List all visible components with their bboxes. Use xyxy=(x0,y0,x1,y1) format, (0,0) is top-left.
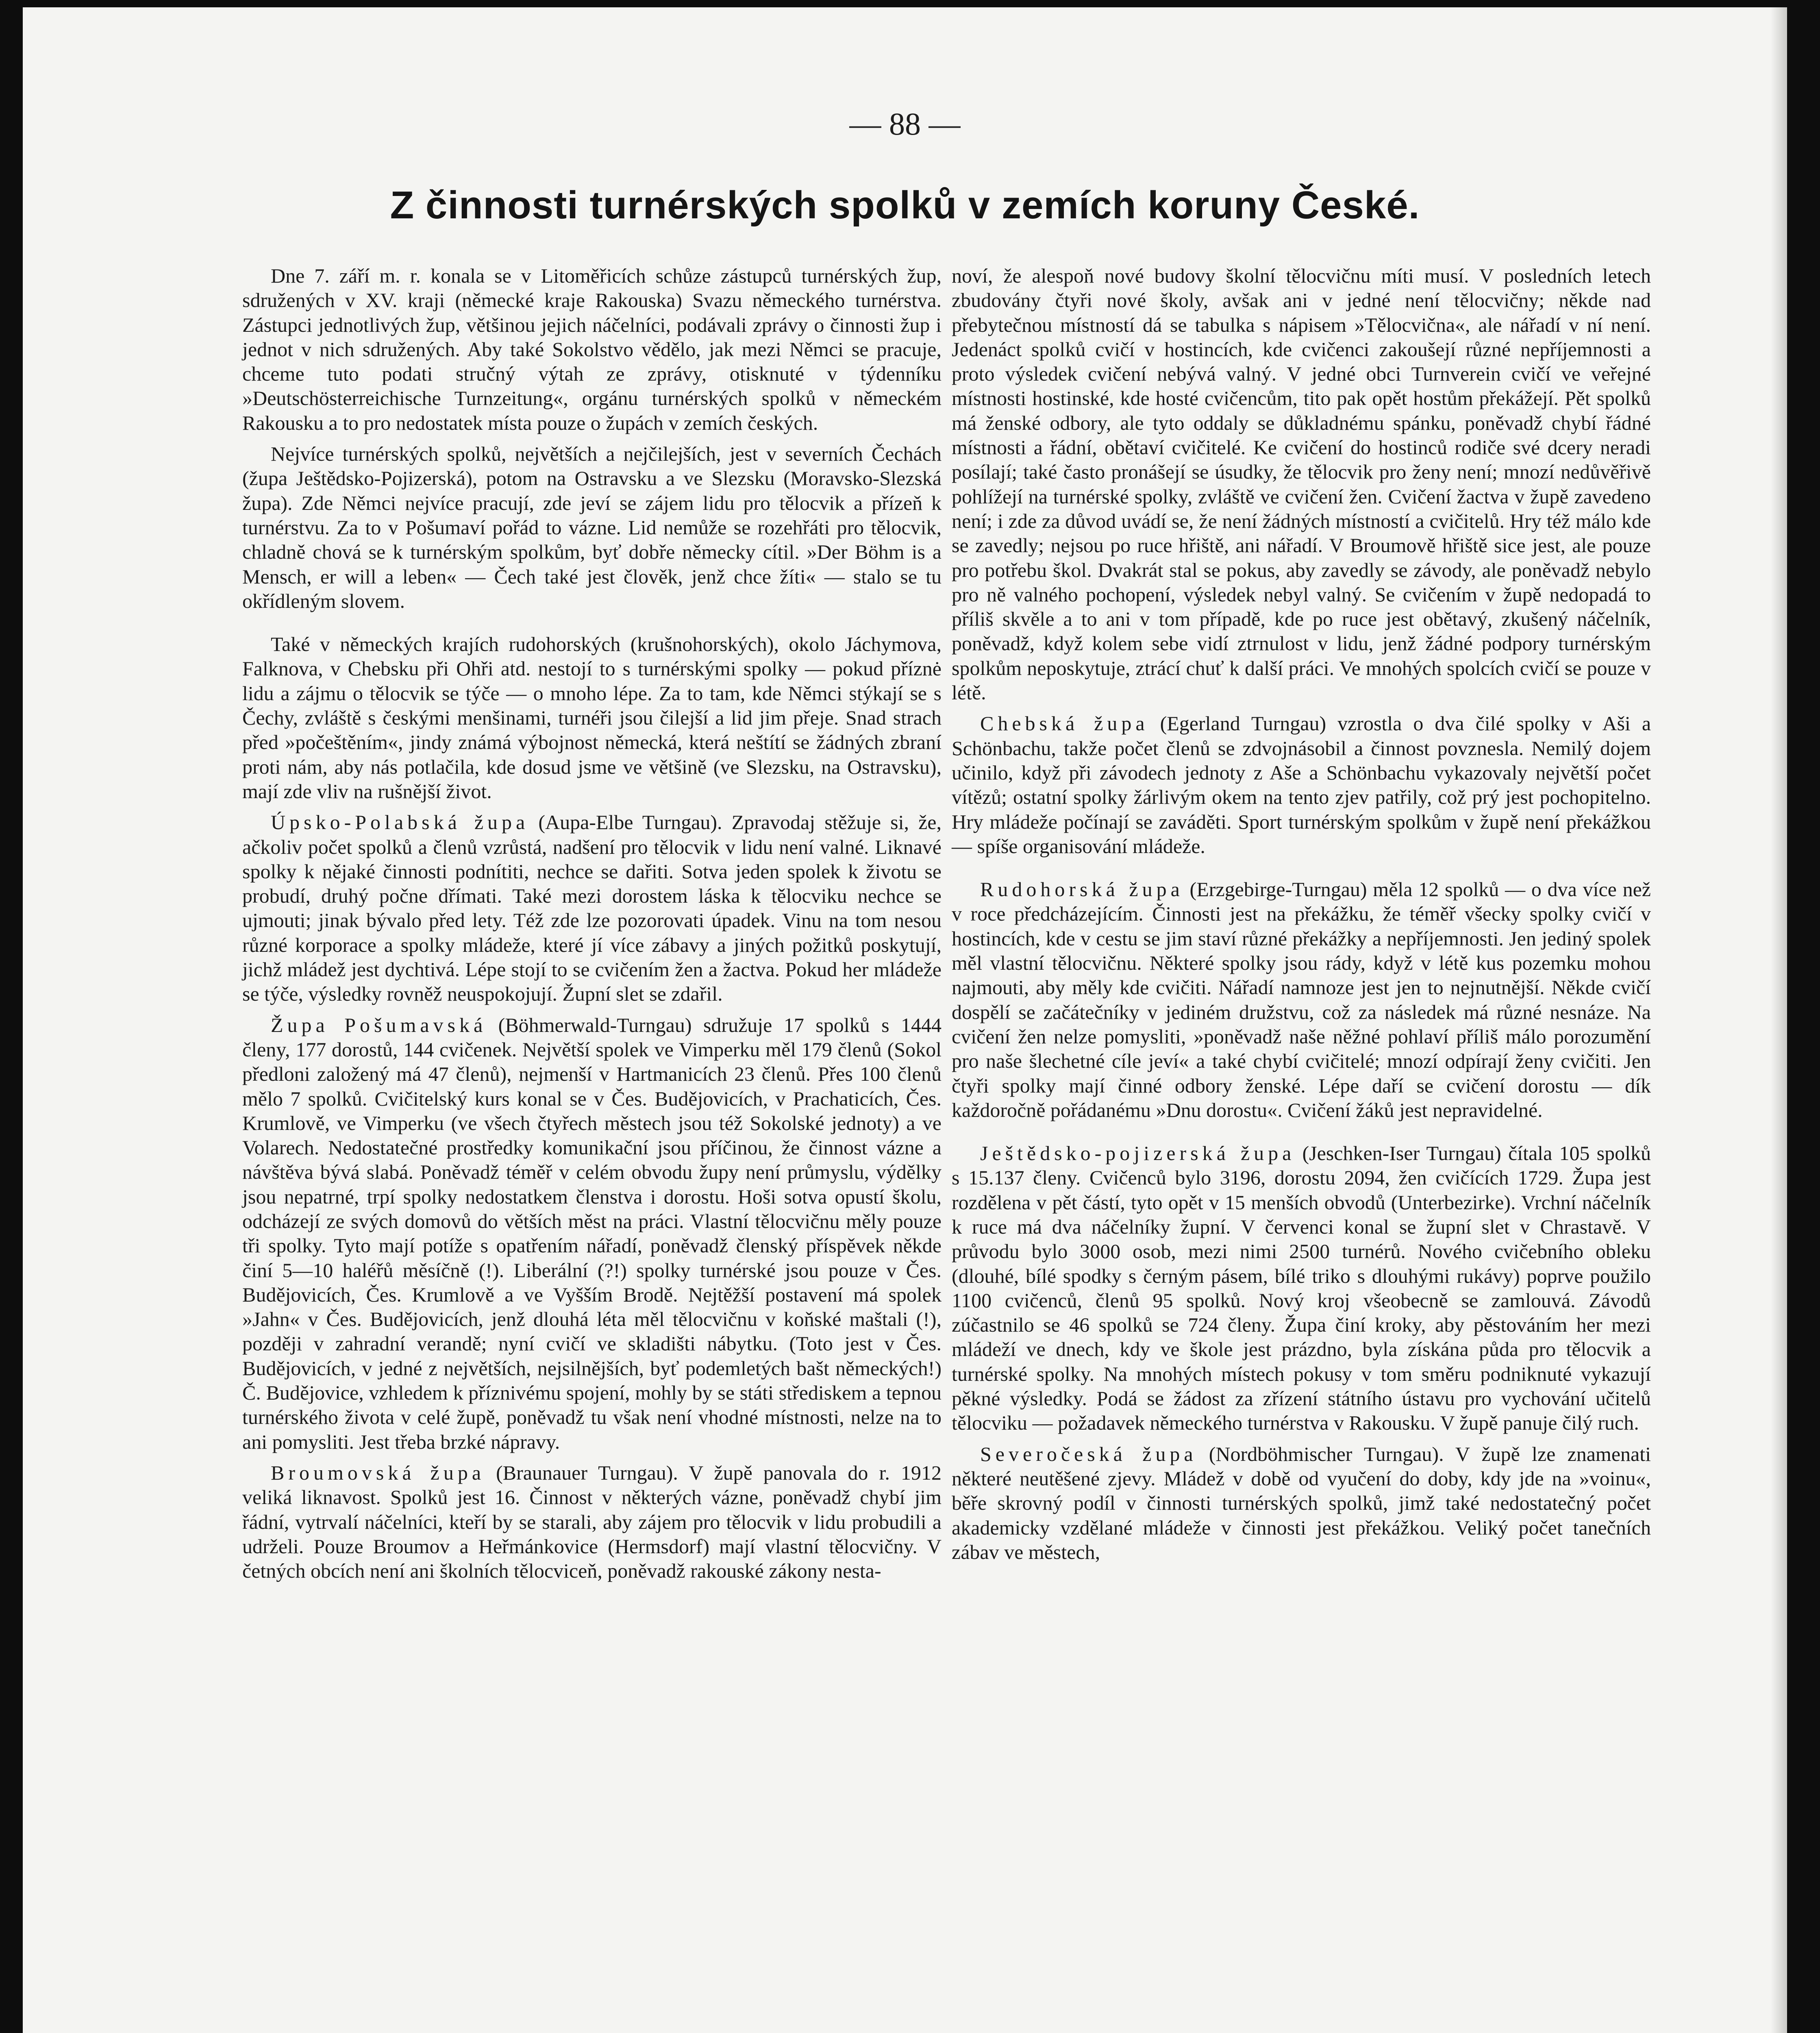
section-lead: Chebská župa xyxy=(980,712,1149,735)
section-lead: Úpsko-Polabská župa xyxy=(271,811,529,834)
paragraph xyxy=(952,711,1651,858)
paragraph-text: (Jeschken-Iser Turngau) čítala 105 spolků s 15.137 členy. Cvičenců bylo 3196, dorostu 2094, žen cvičících 1729. Župa jest rozdělena v pět částí, tyto opět v 15 menších obvodů (Unterbezirke). Vrchní náčelník k ruce má dva náčelníky župní. V červenci konal se župní slet v Chrastavě. V průvodu bylo 3000 osob, mezi nimi 2500 turnérů. Nového cvičebního obleku (dlouhé, bílé spodky s černým pásem, bílé triko s dlouhými rukávy) poprve použilo 1100 cvičenců, členů 95 spolků. Nový kroj všeobecně se zamlouvá. Závodů zúčastnilo se 46 spolků se 724 členy. Župa činí kroky, aby pěstováním her mezi mládeží ve dnech, kdy ve škole jest prázdno, byla získána půda pro tělocvik a turnérské spolky. Na mnohých místech pokusy v tom směru podniknuté vykazují pěkné výsledky. Podá se žádost za zřízení státního ústavu pro vychování učitelů tělocviku — požadavek německého turnérstva v Rakousku. V župě panuje čilý ruch. xyxy=(952,1142,1651,1434)
section-lead: Severočeská župa xyxy=(980,1442,1197,1465)
paragraph-text: (Böhmerwald-Turngau) sdružuje 17 spolků s 1444 členy, 177 dorostů, 144 cvičenek. Největší spolek ve Vimperku měl 179 členů (Sokol předloni založený má 47 členů), nejmenší v Hartmanicích 23 členů. Přes 100 členů mělo 7 spolků. Cvičitelský kurs konal se v Čes. Budějovicích, v Prachaticích, Čes. Krumlově, ve Vimperku (ve všech čtyřech městech jsou též Sokolské jednoty) a ve Volarech. Nedostatečné prostředky komunikační jsou příčinou, že činnost vázne a návštěva bývá slabá. Poněvadž téměř v celém obvodu župy není průmyslu, výdělky jsou nepatrné, trpí spolky nedostatkem členstva i dorostu. Hoši sotva opustí školu, odcházejí ze svých domovů do větších měst na práci. Vlastní tělocvičnu měly pouze tři spolky. Tyto mají potíže s opatřením nářadí, poněvadž členský příspěvek někde činí 5—10 haléřů měsíčně (!). Liberální (?!) spolky turnérské jsou pouze v Čes. Budějovicích, Čes. Krumlově a ve Vyšším Brodě. Nejtěžší postavení má spolek »Jahn« v Čes. Budějovicích, jenž dlouhá léta měl tělocvičnu v koňské maštali (!), později v zahradní verandě; nyní cvičí ve skladišti nábytku. (Toto jest v Čes. Budějovicích, v jedné z největších, nejsilnějších, byť podemletých bašt německých!) Č. Budějovice, vzhledem k příznivému spojení, mohly by se státi střediskem a tepnou turnérského života v celé župě, poněvadž tu však není vhodné místnosti, nelze na to ani pomysliti. Jest třeba brzké nápravy. xyxy=(242,1013,942,1453)
paragraph xyxy=(242,632,942,803)
paragraph-text: (Erzgebirge-Turngau) měla 12 spolků — o dva více než v roce předcházejícím. Činnosti jest na překážku, že téměř všecky spolky cvičí v hostincích, kde v cestu se jim staví různé překážky a nepříjemnosti. Jen jediný spolek měl vlastní tělocvičnu. Některé spolky jsou rády, když v létě kus pozemku mohou najmouti, aby měly kde cvičiti. Nářadí namnoze jest jen to nejnutnější. Někde cvičí dospělí se začátečníky v jediném družstvu, což za následek má různé nesnáze. Na cvičení žen nelze pomysliti, »poněvadž naše něžné pohlaví příliš málo porozumění pro naše šlechetné cíle jeví« a také chybí cvičitelé; mnozí odpírají ženy cvičiti. Jen čtyři spolky mají činné odbory ženské. Lépe daří se cvičení dorostu — dík každoročně pořádanému »Dnu dorostu«. Cvičení žáků jest nepravidelné. xyxy=(952,878,1651,1121)
paragraph-text: Také v německých krajích rudohorských (krušnohorských), okolo Jáchymova, Falknova, v Chebsku při Ohři atd. nestojí to s turnérskými spolky — pokud příznė lidu a zájmu o tělocvik se týče — o mnoho lépe. Za to tam, kde Němci stýkají se s Čechy, zvláště s českými menšinami, turnéři jsou čilejší a lid jim přeje. Snad strach před »počeštěním«, jindy známá výbojnost německá, která neštítí se žádných zbraní proti nám, aby nás potlačila, kde dosud jsme ve většině (ve Slezsku, na Ostravsku), mají zde vliv na rušnější život. xyxy=(242,633,942,803)
paragraph xyxy=(242,1461,942,1583)
right-column xyxy=(952,263,1651,1571)
paragraph-text: Nejvíce turnérských spolků, největších a nejčilejších, jest v severních Čechách (župa Ještědsko-Pojizerská), potom na Ostravsku a ve Slezsku (Moravsko-Slezská župa). Zde Němci nejvíce pracují, zde jeví se zájem lidu pro tělocvik a přízeň k turnérstvu. Za to v Pošumaví pořád to vázne. Lid nemůže se rozehřáti pro tělocvik, chladně chová se k turnérským spolkům, byť dobře německy cítil. »Der Böhm is a Mensch, er will a leben« — Čech také jest člověk, jenž chce žíti« — stalo se tu okřídleným slovem. xyxy=(242,442,942,612)
paragraph-text: (Aupa-Elbe Turngau). Zpravodaj stěžuje si, že, ačkoliv počet spolků a členů vzrůstá, nadšení pro tělocvik v lidu není valné. Liknavé spolky k nějaké činnosti podnítiti, nechce se dařiti. Sotva jeden spolek k životu se probudí, druhý počne dřímati. Také mezi dorostem láska k tělocviku nechce se ujmouti; jinak bývalo před lety. Též zde lze pozorovati úpadek. Vinu na tom nesou různé korporace a spolky mládeže, které jí více zábavy a jiných požitků poskytují, jichž mládež jest dychtivá. Lépe stojí to se cvičením žen a žactva. Pokud her mládeže se týče, výsledky rovněž neuspokojují. Župní slet se zdařil. xyxy=(242,811,942,1006)
page-edge-shadow xyxy=(1771,7,1787,2033)
paragraph xyxy=(242,442,942,613)
paragraph xyxy=(952,263,1651,705)
article-title: Z činnosti turnérských spolků v zemích koruny České. xyxy=(390,183,1420,227)
paragraph-text: noví, že alespoň nové budovy školní tělocvičnu míti musí. V posledních letech zbudovány čtyři nové školy, avšak ani v jedné není tělocvičny; někde nad přebytečnou místností dá se tabulka s nápisem »Tělocvična«, ale nářadí v ní není. Jedenáct spolků cvičí v hostincích, kde cvičenci zakoušejí různé nepříjemnosti a proto výsledek cvičení nebývá valný. V jedné obci Turnverein cvičí ve veřejné místnosti hostinské, kde hosté cvičencům, tito pak opět hostům překážejí. Pět spolků má ženské odbory, ale tyto oddaly se důkladnému spánku, poněvadž chybí řádné místnosti a řádní, obětaví cvičitelé. Ke cvičení do hostinců rodiče své dcery neradi posílají; také často pronášejí se úsudky, že tělocvik pro ženy není; mnozí nedůvěřivě pohlížejí na turnérské spolky, zvláště ve cvičení žen. Cvičení žactva v župě zavedeno není; i zde za důvod uvádí se, že není žádných místností a cvičitelů. Hry též málo kde se zavedly; nejsou po ruce hřiště, ani nářadí. V Broumově hřiště sice jest, ale pouze pro potřebu škol. Dvakrát stal se pokus, aby zavedly se závody, ale poněvadž nebylo pro ně valného pochopení, výsledek nebyl valný. Se cvičením v župě nedopadá to příliš skvěle a to ani v tom případě, kde po ruce jest obětavý, zkušený náčelník, poněvadž, když kolem sebe vidí ztrnulost v lidu, jenž žádné podpory turnérským spolkům neposkytuje, ztrácí chuť k další práci. Ve mnohých spolcích cvičí se pouze v létě. xyxy=(952,264,1651,704)
paragraph-text: Dne 7. září m. r. konala se v Litoměřicích schůze zástupců turnérských žup, sdružených v XV. kraji (německé kraje Rakouska) Svazu německého turnérstva. Zástupci jednotlivých žup, většinou jejich náčelníci, podávali zprávy o činnosti žup i jednot v nich sdružených. Aby také Sokolstvo vědělo, jak mezi Němci se pracuje, chceme tuto podati stručný výtah ze zprávy, otisknuté v týdenníku »Deutschösterreichische Turnzeitung«, orgánu turnérských spolků v německém Rakousku a to pro nedostatek místa pouze o župách v zemích českých. xyxy=(242,264,942,434)
page-number: — 88 — xyxy=(849,106,961,141)
paragraph xyxy=(242,810,942,1006)
section-lead: Ještědsko-pojizerská župa xyxy=(980,1142,1296,1165)
paragraph-text: (Nordböhmischer Turngau). V župě lze znamenati některé neutěšené zjevy. Mládež v době od vyučení do doby, kdy jde na »voinu«, běře skrovný podíl v činnosti turnérských spolků, jimž také nedostatečný počet akademicky vzdělané mládeže v činnosti jest překážkou. Veliký počet tanečních zábav ve městech, xyxy=(952,1442,1651,1563)
section-lead: Župa Pošumavská xyxy=(271,1013,487,1036)
section-lead: Rudohorská župa xyxy=(980,878,1184,901)
paragraph xyxy=(242,263,942,435)
paragraph-text: (Egerland Turngau) vzrostla o dva čilé spolky v Aši a Schönbachu, takže počet členů se zdvojnásobil a činnost povznesla. Nemilý dojem učinilo, když při závodech jednoty z Aše a Schönbachu vykazovaly největší počet vítězů; ostatní spolky žárlivým okem na tento zjev patřily, což prý jest pochopitelno. Hry mládeže počínají se zaváděti. Sport turnérským spolkům v župě není překážkou — spíše organisování mládeže. xyxy=(952,712,1651,858)
paragraph xyxy=(952,1442,1651,1564)
paragraph xyxy=(952,1141,1651,1435)
left-column xyxy=(242,263,942,1589)
section-lead: Broumovská župa xyxy=(271,1461,485,1484)
paragraph-text: (Braunauer Turngau). V župě panovala do r. 1912 veliká liknavost. Spolků jest 16. Činnost v některých vázne, poněvadž chybí jim řádní, vytrvalí náčelníci, kteří by se starali, aby zájem pro tělocvik v lidu probudili a udrželi. Pouze Broumov a Heřmánkovice (Hermsdorf) mají vlastní tělocvičny. V četných obcích není ani školních tělocviceň, poněvadž rakouské zákony nesta- xyxy=(242,1461,942,1582)
paragraph xyxy=(952,877,1651,1122)
scanned-page xyxy=(23,7,1787,2033)
paragraph xyxy=(242,1013,942,1454)
